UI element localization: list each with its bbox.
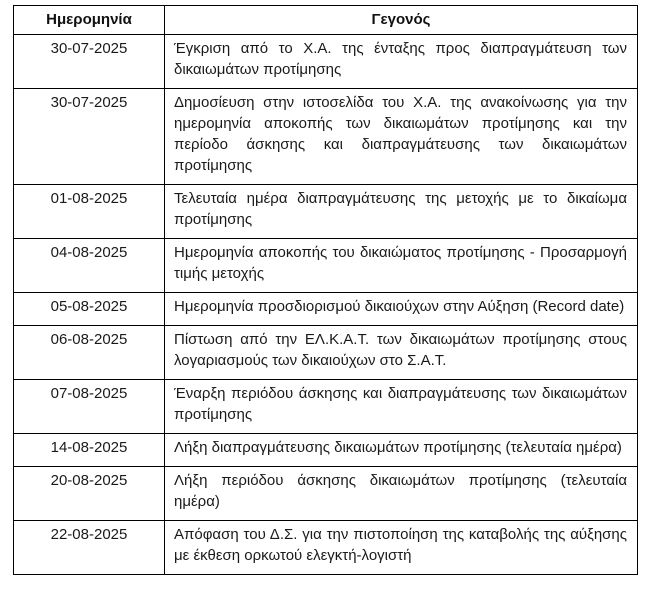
- event-cell: Ημερομηνία προσδιορισμού δικαιούχων στην Αύξηση (Record date): [165, 293, 638, 326]
- table-row: [14, 467, 638, 521]
- date-cell: 01-08-2025: [14, 185, 165, 239]
- event-cell: Λήξη διαπραγμάτευσης δικαιωμάτων προτίμησης (τελευταία ημέρα): [165, 434, 638, 467]
- table-row: [14, 521, 638, 575]
- date-cell: 06-08-2025: [14, 326, 165, 380]
- date-cell: 30-07-2025: [14, 89, 165, 185]
- date-cell: 07-08-2025: [14, 380, 165, 434]
- event-cell: Απόφαση του Δ.Σ. για την πιστοποίηση της καταβολής της αύξησης με έκθεση ορκωτού ελεγκτή-λογιστή: [165, 521, 638, 575]
- date-column-header: Ημερομηνία: [14, 6, 165, 35]
- date-cell: 20-08-2025: [14, 467, 165, 521]
- date-cell: 05-08-2025: [14, 293, 165, 326]
- table-row: [14, 434, 638, 467]
- table-row: [14, 89, 638, 185]
- event-cell: Λήξη περιόδου άσκησης δικαιωμάτων προτίμησης (τελευταία ημέρα): [165, 467, 638, 521]
- event-cell: Δημοσίευση στην ιστοσελίδα του Χ.Α. της ανακοίνωσης για την ημερομηνία αποκοπής των δικαιωμάτων προτίμησης και την περίοδο άσκησης και διαπραγμάτευσης των δικαιωμάτων προτίμησης: [165, 89, 638, 185]
- event-cell: Τελευταία ημέρα διαπραγμάτευσης της μετοχής με το δικαίωμα προτίμησης: [165, 185, 638, 239]
- header-row: [14, 6, 638, 35]
- date-cell: 14-08-2025: [14, 434, 165, 467]
- date-cell: 22-08-2025: [14, 521, 165, 575]
- table-row: [14, 35, 638, 89]
- events-table: [13, 5, 638, 575]
- date-cell: 30-07-2025: [14, 35, 165, 89]
- event-cell: Πίστωση από την ΕΛ.Κ.Α.Τ. των δικαιωμάτων προτίμησης στους λογαριασμούς των δικαιούχων στο Σ.Α.Τ.: [165, 326, 638, 380]
- table-row: [14, 185, 638, 239]
- event-cell: Έναρξη περιόδου άσκησης και διαπραγμάτευσης των δικαιωμάτων προτίμησης: [165, 380, 638, 434]
- table-row: [14, 380, 638, 434]
- date-cell: 04-08-2025: [14, 239, 165, 293]
- table-row: [14, 239, 638, 293]
- table-row: [14, 326, 638, 380]
- table-row: [14, 293, 638, 326]
- event-cell: Έγκριση από το Χ.Α. της ένταξης προς διαπραγμάτευση των δικαιωμάτων προτίμησης: [165, 35, 638, 89]
- event-column-header: Γεγονός: [165, 6, 638, 35]
- event-cell: Ημερομηνία αποκοπής του δικαιώματος προτίμησης - Προσαρμογή τιμής μετοχής: [165, 239, 638, 293]
